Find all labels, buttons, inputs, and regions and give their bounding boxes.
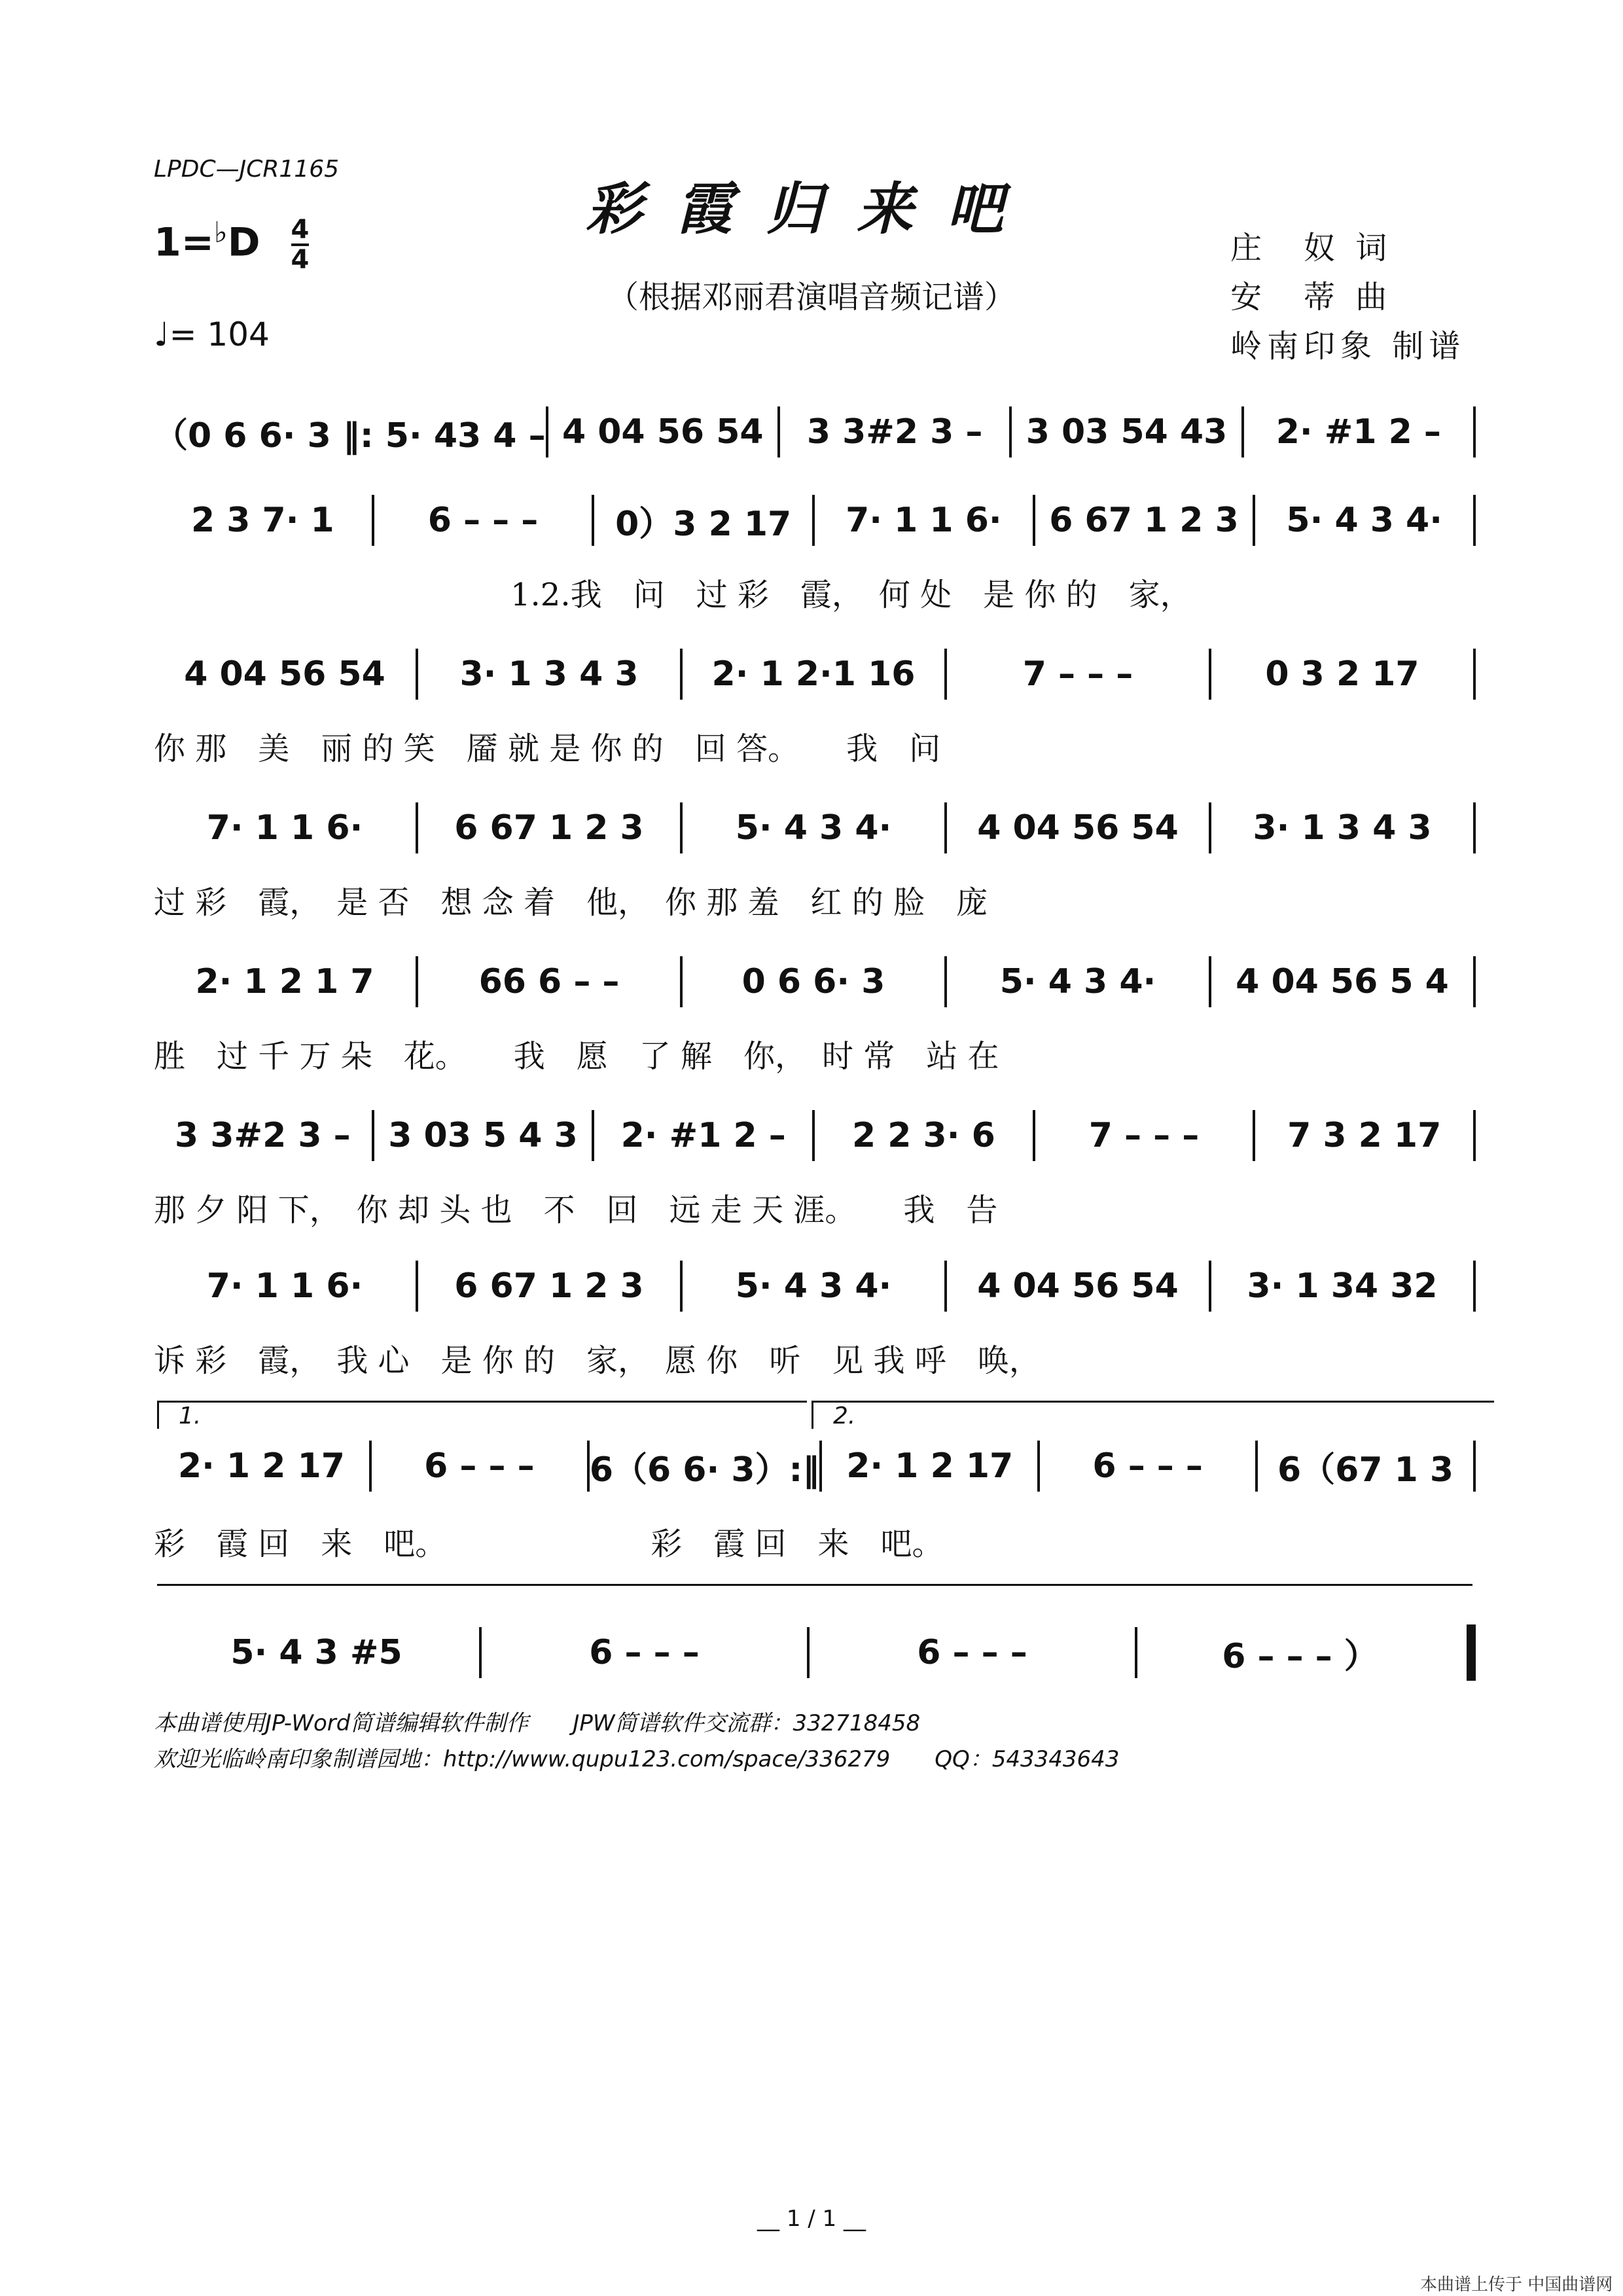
measure: 6 67 1 2 3 <box>454 808 644 848</box>
measure: 7· 1 1 6· <box>206 1266 363 1306</box>
measure: 3· 1 3 4 3 <box>1253 808 1432 848</box>
measure: 5· 4 3 4· <box>735 1266 892 1306</box>
measure: 2· #1 2 – <box>1275 412 1441 452</box>
score-code: LPDC—JCR1165 <box>154 156 340 183</box>
key-prefix: 1= <box>154 219 215 266</box>
measure: 2 3 7· 1 <box>190 501 334 540</box>
page-number: __ 1 / 1 __ <box>757 2206 866 2232</box>
lyric-line: 过 彩 霞， 是 否 想 念 着 他， 你 那 羞 红 的 脸 庞 <box>154 884 988 921</box>
barline <box>1473 1261 1476 1312</box>
key-note: D <box>227 219 260 266</box>
measure: 6 67 1 2 3 <box>1049 501 1239 540</box>
measure: 4 04 56 54 <box>977 808 1179 848</box>
volta-second-ending: 2. <box>812 1401 1494 1429</box>
lyric-line: 彩 霞 回 来 吧。 彩 霞 回 来 吧。 <box>154 1526 944 1562</box>
subtitle: （根据邓丽君演唱音频记谱） <box>607 279 1016 315</box>
measure: 4 04 56 54 <box>562 412 764 452</box>
measure: 5· 4 3 4· <box>999 962 1156 1001</box>
measure: 2· 1 2 17 <box>846 1446 1014 1486</box>
lyric-line: 1.2.我 问 过 彩 霞， 何 处 是 你 的 家， <box>510 577 1192 613</box>
volta-first-ending: 1. <box>157 1401 807 1429</box>
measure: 5· 4 3 4· <box>1286 501 1442 540</box>
time-bottom: 4 <box>291 245 310 275</box>
time-top: 4 <box>291 215 310 245</box>
notation-row <box>154 952 1476 1011</box>
measure: 7 3 2 17 <box>1287 1116 1442 1155</box>
barline <box>1473 1110 1476 1161</box>
time-signature <box>291 216 310 274</box>
flat-symbol: ♭ <box>214 216 228 249</box>
tempo <box>154 315 270 353</box>
arranger: 岭南印象 制谱 <box>1230 328 1466 365</box>
composer: 安 蒂 曲 <box>1230 279 1393 315</box>
key-signature <box>154 216 309 274</box>
measure: 6 67 1 2 3 <box>454 1266 644 1306</box>
measure: 3· 1 34 32 <box>1247 1266 1438 1306</box>
measure: 5· 4 3 4· <box>735 808 892 848</box>
measure: 6 – – – ） <box>1222 1636 1378 1676</box>
lyric-line: 你 那 美 丽 的 笑 靥 就 是 你 的 回 答。 我 问 <box>154 730 941 767</box>
measure: 66 6 – – <box>478 962 620 1001</box>
quarter-note-icon: ♩ <box>154 315 169 353</box>
barline <box>1473 649 1476 700</box>
notation-row <box>154 1437 1476 1496</box>
song-title: 彩霞归来吧 <box>586 176 1037 242</box>
measure: 7 – – – <box>1022 655 1133 694</box>
measure: 3 03 54 43 <box>1026 412 1228 452</box>
measure: 6 – – – <box>427 501 539 540</box>
measure: 3 03 5 4 3 <box>388 1116 578 1155</box>
measure: 4 04 56 5 4 <box>1236 962 1449 1001</box>
notation-row <box>154 491 1476 550</box>
measure: 0 3 2 17 <box>1265 655 1419 694</box>
measure: 3 3#2 3 – <box>175 1116 351 1155</box>
measure: 5· 4 3 #5 <box>230 1633 402 1672</box>
measure: 6 – – – <box>917 1633 1027 1672</box>
notation-row <box>154 1106 1476 1165</box>
notation-row <box>154 1257 1476 1316</box>
measure: 2· 1 2·1 16 <box>711 655 916 694</box>
final-barline <box>1467 1624 1476 1681</box>
measure: 2· #1 2 – <box>620 1116 786 1155</box>
upload-badge: 本曲谱上传于 中国曲谱网 <box>1420 2275 1613 2295</box>
notation-row <box>154 1623 1476 1682</box>
lyric-line: 胜 过 千 万 朵 花。 我 愿 了 解 你， 时 常 站 在 <box>154 1038 999 1075</box>
measure: 3· 1 3 4 3 <box>459 655 639 694</box>
lyric-line: 诉 彩 霞， 我 心 是 你 的 家， 愿 你 听 见 我 呼 唤， <box>154 1342 1041 1379</box>
footer-line-2: 欢迎光临岭南印象制谱园地：http://www.qupu123.com/space/336279 QQ：543343643 <box>154 1746 1120 1772</box>
lyricist: 庄 奴 词 <box>1230 230 1393 266</box>
footer-line-1: 本曲谱使用JP-Word简谱编辑软件制作 JPW简谱软件交流群：332718458 <box>154 1710 921 1736</box>
measure: 3 3#2 3 – <box>806 412 983 452</box>
barline <box>1473 802 1476 853</box>
system-bracket <box>157 1584 1472 1586</box>
measure: （0 6 6· 3 ‖: 5· 43 4 – <box>154 416 546 456</box>
measure: 7· 1 1 6· <box>846 501 1002 540</box>
measure: 6（67 1 3 <box>1277 1450 1454 1490</box>
notation-row <box>154 403 1476 461</box>
tempo-value: = 104 <box>169 315 270 353</box>
measure: 2· 1 2 1 7 <box>195 962 374 1001</box>
measure: 2· 1 2 17 <box>177 1446 345 1486</box>
measure: 2 2 3· 6 <box>851 1116 995 1155</box>
barline <box>1473 1441 1476 1492</box>
measure: 7· 1 1 6· <box>206 808 363 848</box>
barline <box>1473 406 1476 457</box>
barline <box>1473 495 1476 546</box>
measure: 6 – – – <box>1092 1446 1203 1486</box>
notation-row <box>154 798 1476 857</box>
notation-row <box>154 645 1476 704</box>
measure: 4 04 56 54 <box>977 1266 1179 1306</box>
measure: 0 6 6· 3 <box>741 962 885 1001</box>
measure: 6 – – – <box>589 1633 700 1672</box>
barline <box>1473 956 1476 1007</box>
measure: 0）3 2 17 <box>615 504 792 544</box>
measure: 4 04 56 54 <box>184 655 385 694</box>
lyric-line: 那 夕 阳 下， 你 却 头 也 不 回 远 走 天 涯。 我 告 <box>154 1192 998 1229</box>
measure: 7 – – – <box>1088 1116 1200 1155</box>
measure: 6 – – – <box>424 1446 535 1486</box>
measure: 6（6 6· 3）:‖ <box>589 1450 820 1490</box>
